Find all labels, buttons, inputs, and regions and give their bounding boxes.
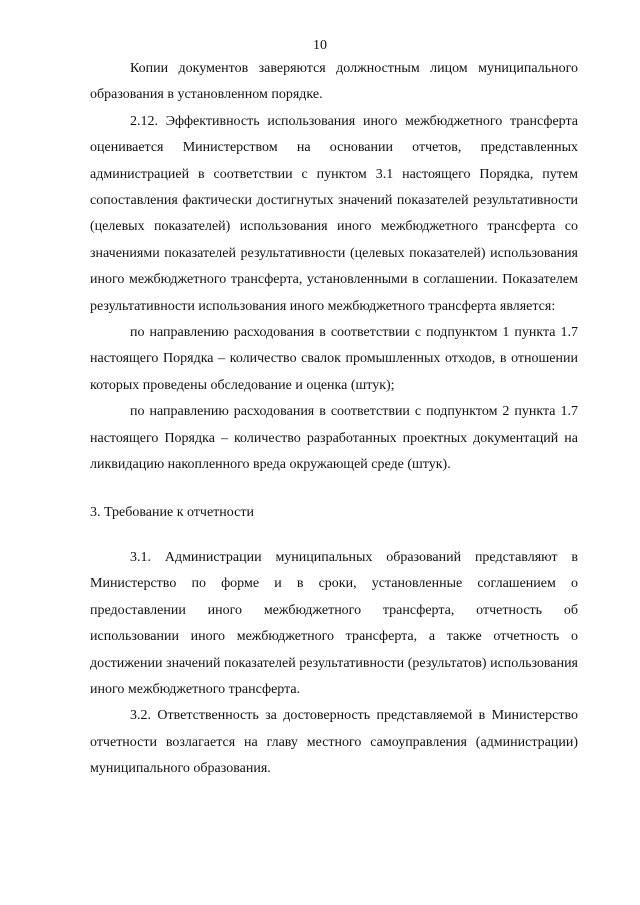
paragraph-2-12-efficiency: 2.12. Эффективность использования иного межбюджетного трансферта оценивается Министерством на основании отчетов, представленных администрацией в соответствии с пунктом 3.1 настоящего Порядка, путем сопоставления фактически достигнутых значений показателей результативности (целевых показателей) использования иного межбюджетного трансферта со значениями показателей результативности (целевых показателей) использования иного межбюджетного трансферта, установленными в соглашении. Показателем результативности использования иного межбюджетного трансферта является: xyxy=(90,113,578,314)
paragraph-3-1-reporting: 3.1. Администрации муниципальных образований представляют в Министерство по форме и в сроки, установленные соглашением о предоставлении иного межбюджетного трансферта, отчетность об использовании иного межбюджетного трансферта, а также отчетность о достижении значений показателей результативности (результатов) использования иного межбюджетного трансферта. xyxy=(90,549,578,697)
paragraph-3-2-responsibility: 3.2. Ответственность за достоверность представляемой в Министерство отчетности возлагается на главу местного самоуправления (администрации) муниципального образования. xyxy=(90,708,578,777)
page-number: 10 xyxy=(313,38,327,53)
paragraph-copies-certification: Копии документов заверяются должностным лицом муниципального образования в установленном порядке. xyxy=(90,61,578,103)
paragraph-subitem-2: по направлению расходования в соответствии с подпунктом 2 пункта 1.7 настоящего Порядка – количество разработанных проектных документаций на ликвидацию накопленного вреда окружающей среде (штук). xyxy=(90,404,578,473)
section-heading: 3. Требование к отчетности xyxy=(90,504,254,520)
paragraph-subitem-1: по направлению расходования в соответствии с подпунктом 1 пункта 1.7 настоящего Порядка – количество свалок промышленных отходов, в отношении которых проведены обследование и оценка (штук); xyxy=(90,325,578,393)
document-body xyxy=(90,56,578,783)
